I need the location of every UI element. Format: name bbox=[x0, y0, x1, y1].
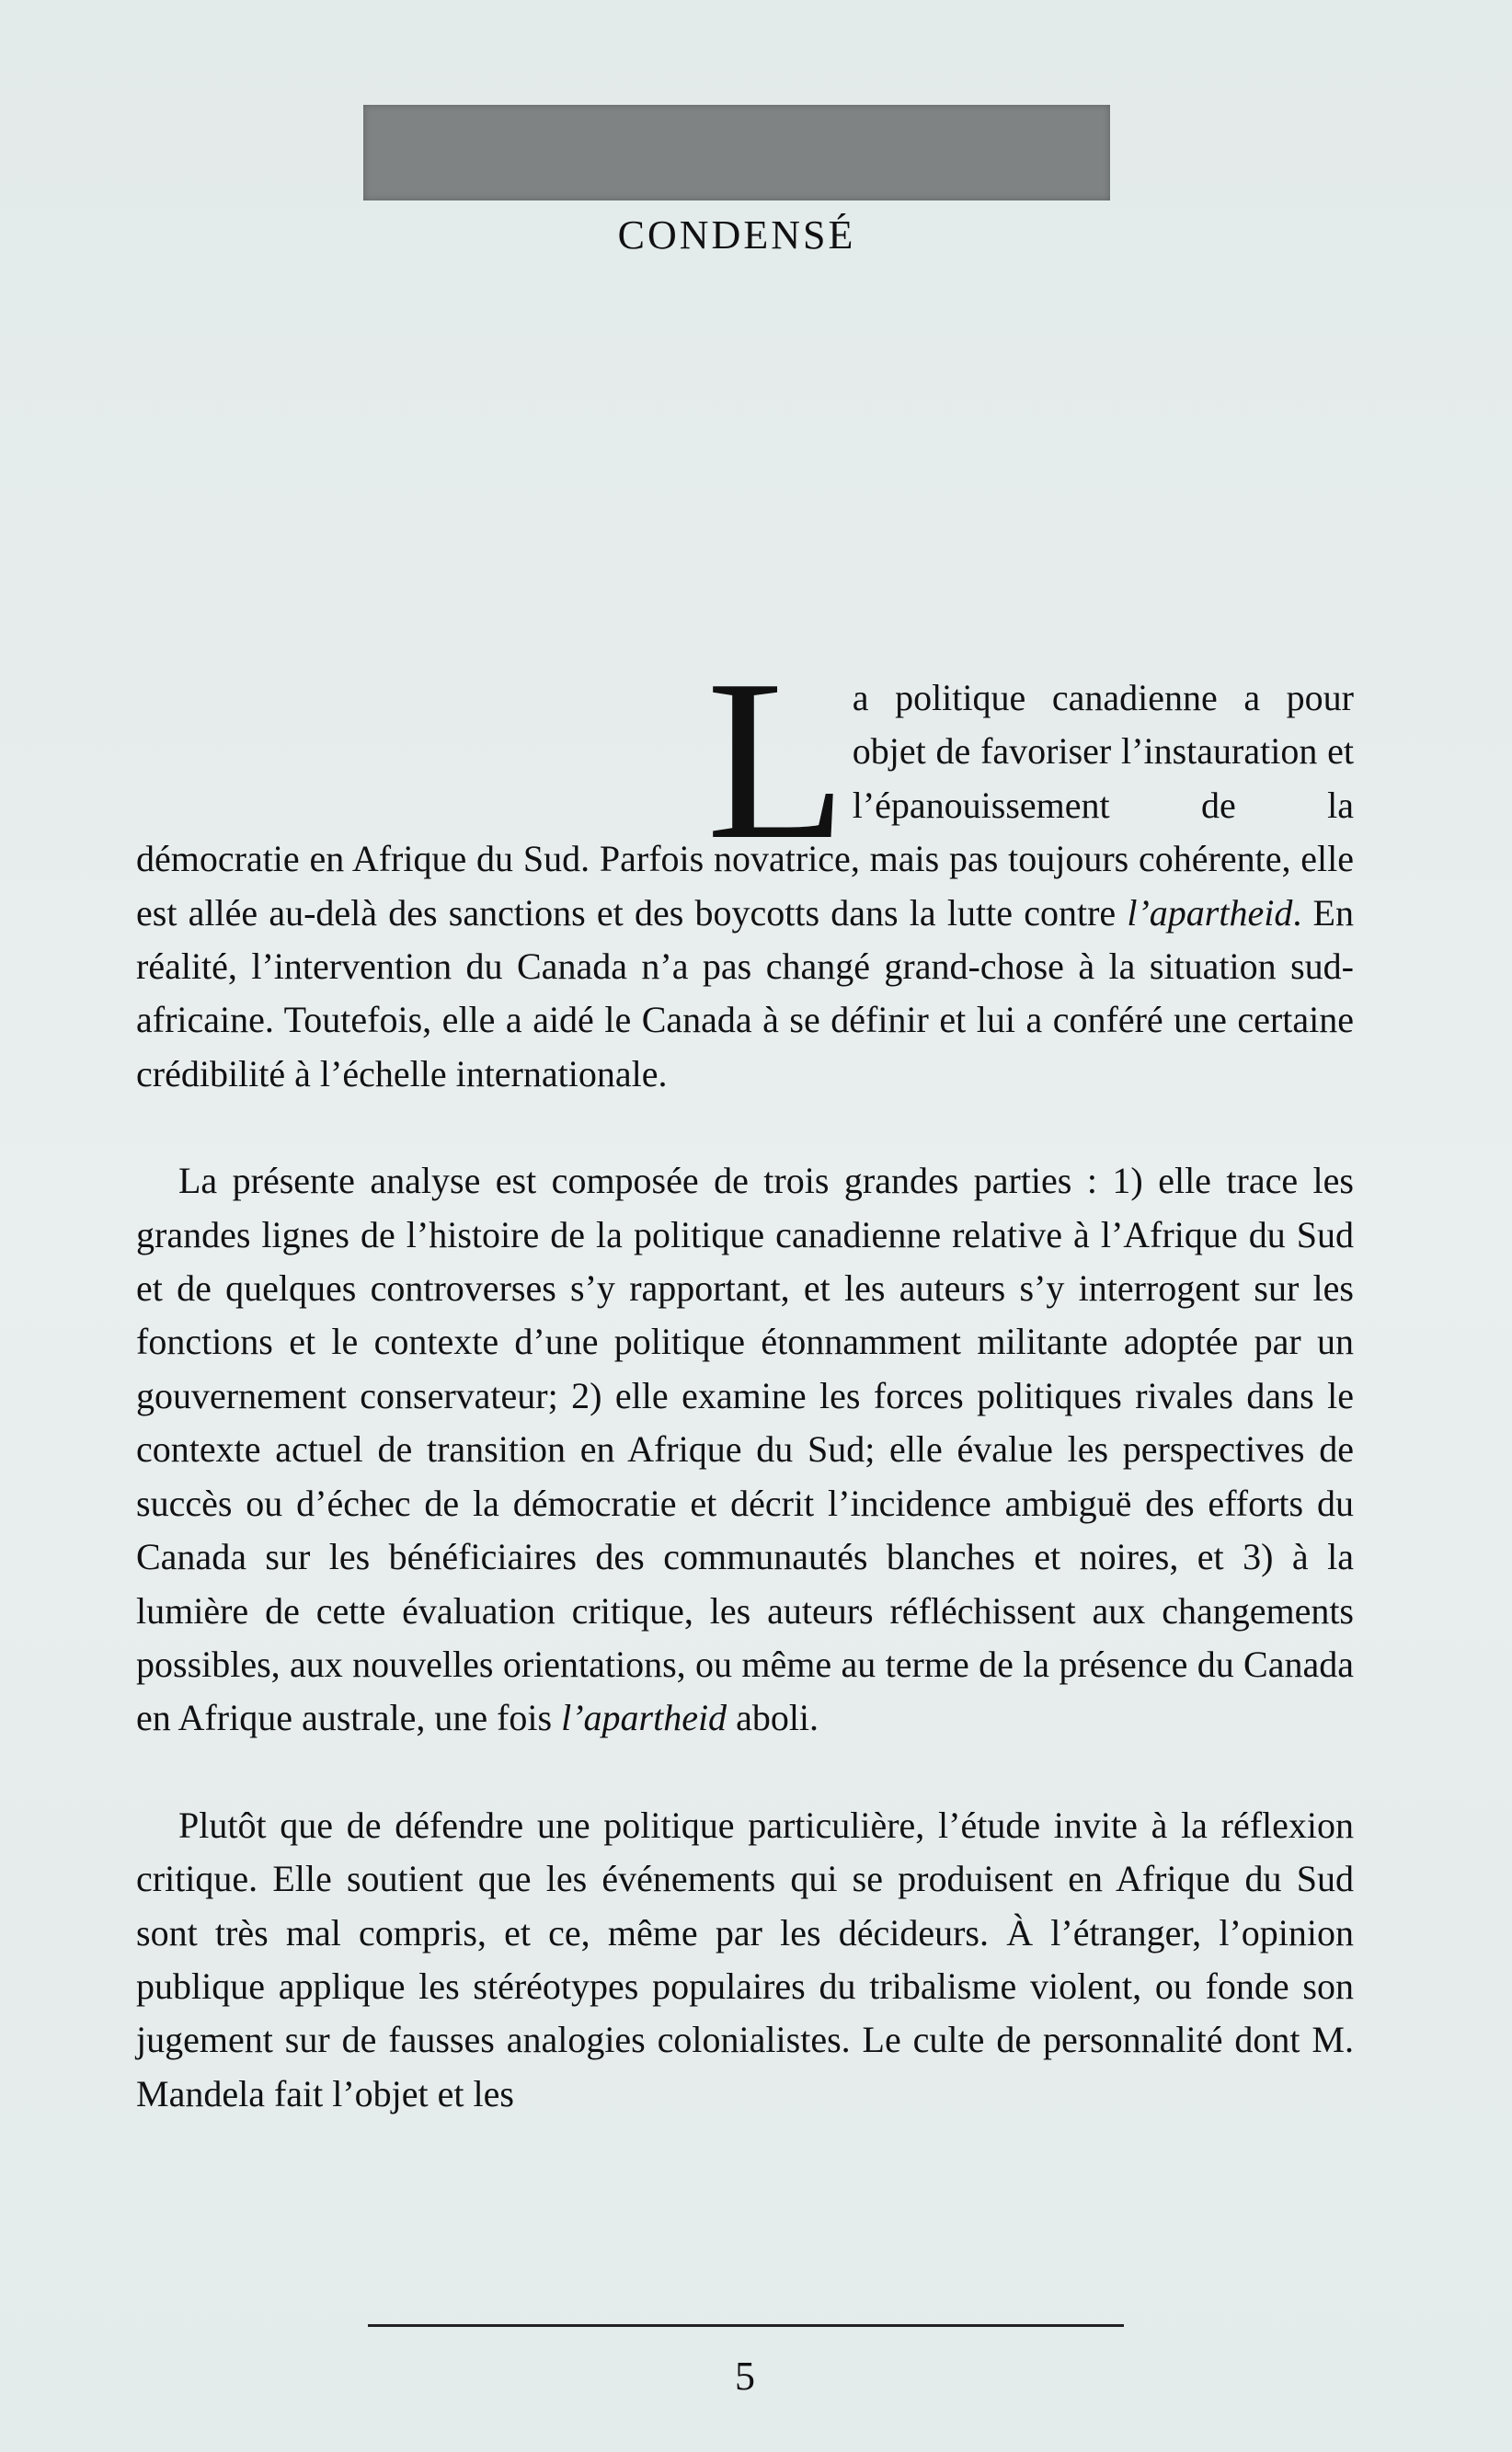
paragraph-2-text-a: La présente analyse est composée de trois grandes parties : 1) elle trace les grandes lignes de l’histoire de la politique canadienne relative à l’Afrique du Sud et de quelques controverses s’y rapportant, et les auteurs s’y interrogent sur les fonctions et le contexte d’une politique étonnamment militante adoptée par un gouvernement conservateur; 2) elle examine les forces politiques rivales dans le contexte actuel de transition en Afrique du Sud; elle évalue les perspectives de succès ou d’échec de la démocratie et décrit l’incidence ambiguë des efforts du Canada sur les bénéficiaires des communautés blanches et noires, et 3) à la lumière de cette évaluation critique, les auteurs réfléchissent aux changements possibles, aux nouvelles orientations, ou même au terme de la présence du Canada en Afrique australe, une fois bbox=[136, 1160, 1354, 1739]
section-title: CONDENSÉ bbox=[617, 212, 856, 258]
paragraph-1-emphasis: l’apartheid bbox=[1127, 891, 1293, 934]
body-text bbox=[136, 633, 1354, 2121]
footer-rule bbox=[368, 2324, 1124, 2327]
paragraph-1 bbox=[136, 633, 1354, 1101]
paragraph-2 bbox=[136, 1154, 1354, 1745]
drop-cap: L bbox=[706, 633, 847, 888]
paragraph-2-text-b: aboli. bbox=[727, 1697, 819, 1739]
paragraph-2-emphasis: l’apartheid bbox=[561, 1697, 727, 1739]
page-number: 5 bbox=[735, 2354, 755, 2399]
paragraph-1-text-b: . En réalité, l’intervention du Canada n’a pas changé grand-chose à la situation sud-africaine. Toutefois, elle a aidé le Canada à se définir et lui a conféré une certaine crédibilité à l’échelle internationale. bbox=[136, 891, 1354, 1094]
paragraph-3: Plutôt que de défendre une politique particulière, l’étude invite à la réflexion critique. Elle soutient que les événements qui se produisent en Afrique du Sud sont très mal compris, et ce, même par les décideurs. À l’étranger, l’opinion publique applique les stéréotypes populaires du tribalisme violent, ou fonde son jugement sur de fausses analogies colonialistes. Le culte de personnalité dont M. Mandela fait l’objet et les bbox=[136, 1804, 1354, 2114]
header-bar bbox=[363, 105, 1110, 201]
paragraph-1-text-a: a politique canadienne a pour objet de favoriser l’instauration et l’épanouissement de la démocratie en Afrique du Sud. Parfois novatrice, mais pas toujours cohérente, elle est allée au-delà des sanctions et des boycotts dans la lutte contre bbox=[136, 677, 1354, 934]
